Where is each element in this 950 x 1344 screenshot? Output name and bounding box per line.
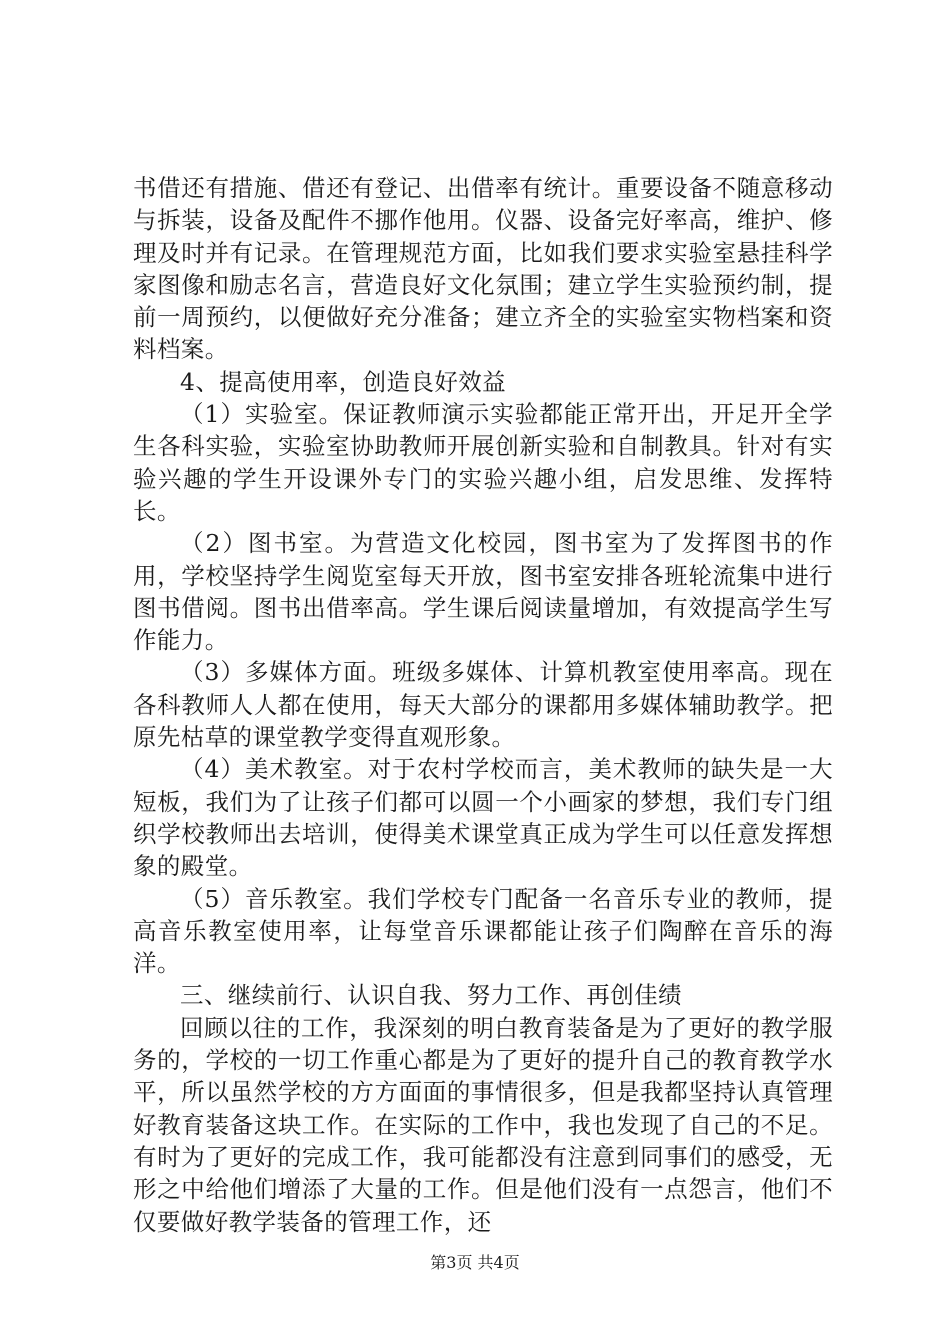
paragraph-review: 回顾以往的工作，我深刻的明白教育装备是为了更好的教学服务的，学校的一切工作重心都是为了更好的提升自己的教育教学水平，所以虽然学校的方方面面的事情很多，但是我都坚持认真管理好教育装备这块工作。在实际的工作中，我也发现了自己的不足。有时为了更好的完成工作，我可能都没有注意到同事们的感受，无形之中给他们增添了大量的工作。但是他们没有一点怨言，他们不仅要做好教学装备的管理工作，还 xyxy=(133,1013,833,1236)
paragraph-music-room: （5）音乐教室。我们学校专门配备一名音乐专业的教师，提高音乐教室使用率，让每堂音乐课都能让孩子们陶醉在音乐的海洋。 xyxy=(133,884,833,978)
heading-usage-rate: 4、提高使用率，创造良好效益 xyxy=(180,367,507,396)
paragraph-library: （2）图书室。为营造文化校园，图书室为了发挥图书的作用，学校坚持学生阅览室每天开放，图书室安排各班轮流集中进行图书借阅。图书出借率高。学生课后阅读量增加，有效提高学生写作能力。 xyxy=(133,529,833,655)
paragraph-art-room: （4）美术教室。对于农村学校而言，美术教师的缺失是一大短板，我们为了让孩子们都可以圆一个小画家的梦想，我们专门组织学校教师出去培训，使得美术课堂真正成为学生可以任意发挥想象的殿堂。 xyxy=(133,755,833,881)
heading-section-three: 三、继续前行、认识自我、努力工作、再创佳绩 xyxy=(180,981,682,1010)
paragraph-multimedia: （3）多媒体方面。班级多媒体、计算机教室使用率高。现在各科教师人人都在使用，每天大部分的课都用多媒体辅助教学。把原先枯草的课堂教学变得直观形象。 xyxy=(133,658,833,752)
page-number-footer: 第3页 共4页 xyxy=(430,1253,520,1272)
document-body xyxy=(133,172,833,1238)
paragraph-laboratory: （1）实验室。保证教师演示实验都能正常开出，开足开全学生各科实验，实验室协助教师开展创新实验和自制教具。针对有实验兴趣的学生开设课外专门的实验兴趣小组，启发思维、发挥特长。 xyxy=(133,400,833,525)
paragraph-equipment-management: 书借还有措施、借还有登记、出借率有统计。重要设备不随意移动与拆装，设备及配件不挪作他用。仪器、设备完好率高，维护、修理及时并有记录。在管理规范方面，比如我们要求实验室悬挂科学家图像和励志名言，营造良好文化氛围；建立学生实验预约制，提前一周预约，以便做好充分准备；建立齐全的实验室实物档案和资料档案。 xyxy=(133,174,833,364)
